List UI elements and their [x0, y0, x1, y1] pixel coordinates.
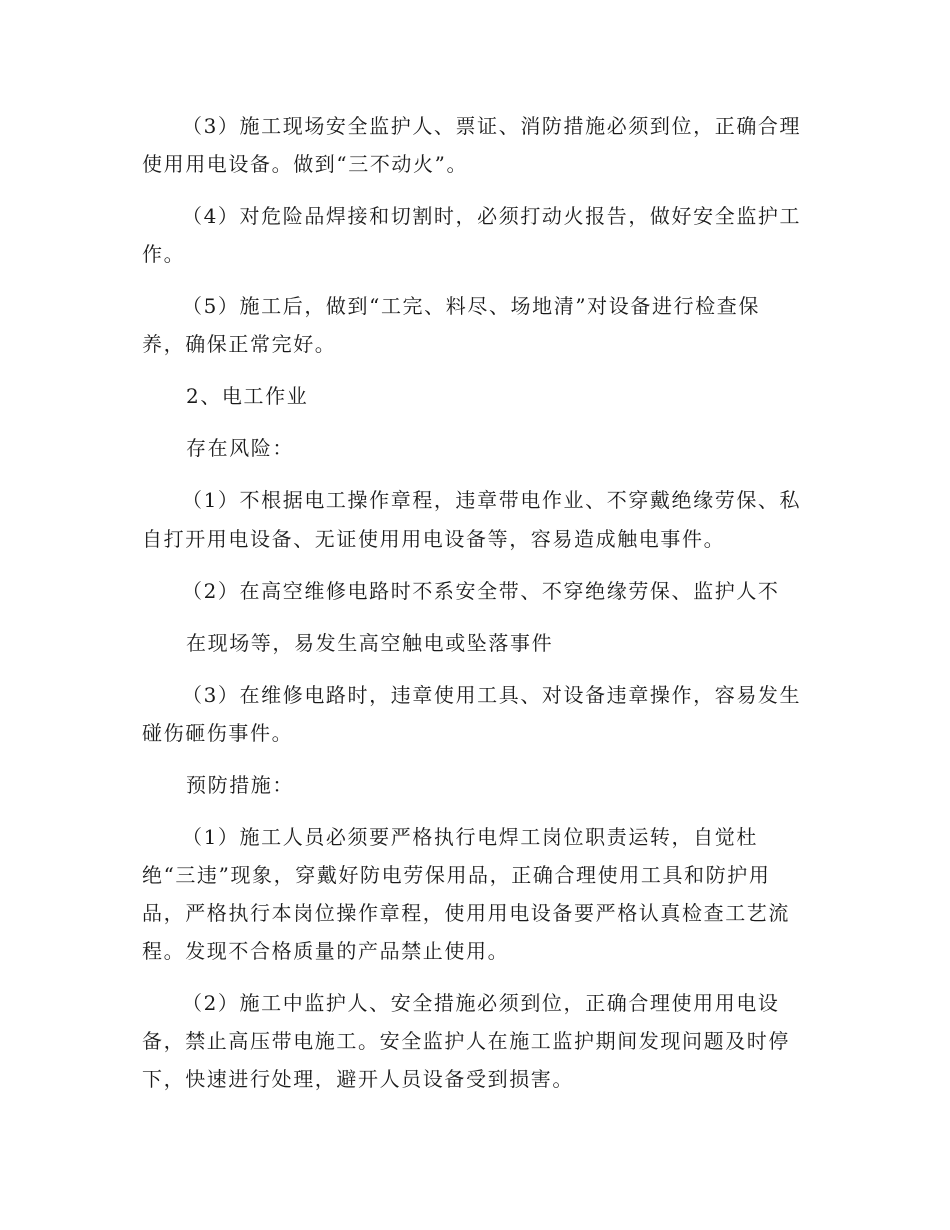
text-line: （2）施工中监护人、安全措施必须到位，正确合理使用用电设	[182, 991, 780, 1015]
text-line: （4）对危险品焊接和切割时，必须打动火报告，做好安全监护工	[182, 204, 802, 228]
text-line: 下，快速进行处理，避开人员设备受到损害。	[142, 1067, 574, 1091]
text-line: 碰伤砸伤事件。	[142, 721, 294, 745]
text-line: 程。发现不合格质量的产品禁止使用。	[142, 939, 510, 963]
section-heading: 2、电工作业	[186, 384, 309, 408]
text-line: 作。	[142, 242, 186, 266]
subheading: 预防措施：	[186, 773, 294, 797]
text-line: 养，确保正常完好。	[142, 332, 337, 356]
text-line: （5）施工后，做到“工完、料尽、场地清”对设备进行检查保	[182, 294, 760, 318]
text-line: 备，禁止高压带电施工。安全监护人在施工监护期间发现问题及时停	[142, 1029, 790, 1053]
text-line: 自打开用电设备、无证使用用电设备等，容易造成触电事件。	[142, 527, 726, 551]
text-line: （2）在高空维修电路时不系安全带、不穿绝缘劳保、监护人不	[182, 579, 780, 603]
text-line: 品，严格执行本岗位操作章程，使用用电设备要严格认真检查工艺流	[142, 901, 790, 925]
text-line: 使用用电设备。做到“三不动火”。	[142, 152, 469, 176]
text-line: （1）不根据电工操作章程，违章带电作业、不穿戴绝缘劳保、私	[182, 488, 802, 512]
text-line: 绝“三违”现象，穿戴好防电劳保用品，正确合理使用工具和防护用	[142, 863, 771, 887]
text-line: （1）施工人员必须要严格执行电焊工岗位职责运转，自觉杜	[182, 825, 758, 849]
text-line: 在现场等，易发生高空触电或坠落事件	[186, 631, 554, 655]
text-line: （3）在维修电路时，违章使用工具、对设备违章操作，容易发生	[182, 683, 802, 707]
text-line: （3）施工现场安全监护人、票证、消防措施必须到位，正确合理	[182, 114, 802, 138]
subheading: 存在风险：	[186, 436, 294, 460]
